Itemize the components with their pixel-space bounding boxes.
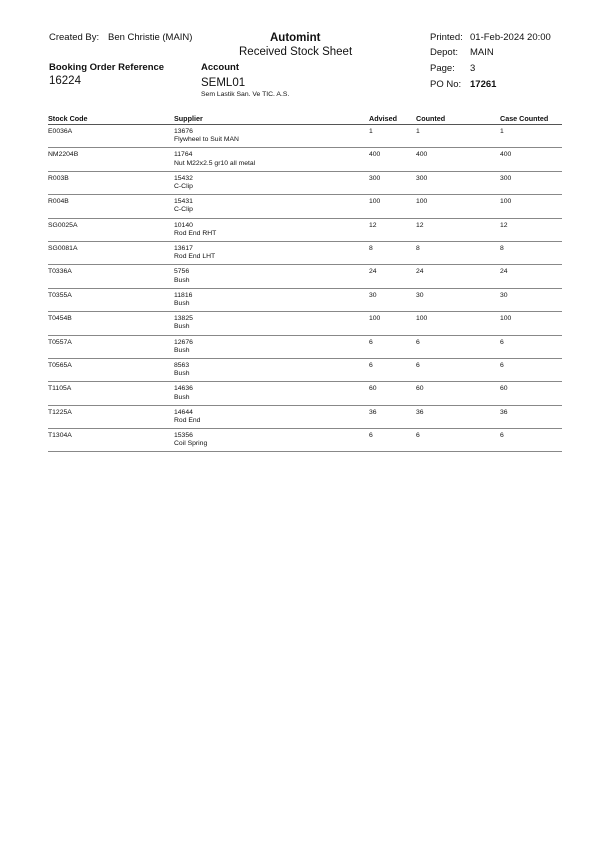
page-number: 3 <box>470 63 476 74</box>
table-row <box>48 148 562 171</box>
supplier-code: 12676 <box>174 338 193 346</box>
stock-code-cell: T1105A <box>48 382 174 405</box>
stock-code-cell: SG0081A <box>48 241 174 264</box>
po-label: PO No: <box>430 79 462 90</box>
supplier-code: 15356 <box>174 432 193 440</box>
page-label: Page: <box>430 63 455 74</box>
booking-ref-label: Booking Order Reference <box>49 62 165 73</box>
page-subtitle: Received Stock Sheet <box>239 46 353 58</box>
supplier-code: 15432 <box>174 174 193 182</box>
table-row <box>48 241 562 264</box>
item-description: Bush <box>174 323 190 331</box>
advised-cell: 1 <box>369 125 416 148</box>
booking-ref-value: 16224 <box>49 75 81 87</box>
stock-code-cell: T0454B <box>48 312 174 335</box>
column-header-stock-code: Stock Code <box>48 113 174 125</box>
item-description: Flywheel to Suit MAN <box>174 136 239 144</box>
advised-cell: 100 <box>369 312 416 335</box>
supplier-cell <box>174 358 369 381</box>
counted-cell: 100 <box>416 195 500 218</box>
stock-code-cell: T1225A <box>48 405 174 428</box>
supplier-code: 5756 <box>174 268 190 276</box>
column-header-counted: Counted <box>416 113 500 125</box>
supplier-code: 13676 <box>174 128 193 135</box>
supplier-cell <box>174 312 369 335</box>
supplier-code: 15431 <box>174 198 193 206</box>
stock-code-cell: E0036A <box>48 125 174 148</box>
advised-cell: 12 <box>369 218 416 241</box>
item-description: Bush <box>174 276 190 284</box>
column-header-advised: Advised <box>369 113 416 125</box>
printed-label: Printed: <box>430 32 463 43</box>
table-row <box>48 382 562 405</box>
case-counted-cell: 36 <box>500 405 562 428</box>
case-counted-cell: 8 <box>500 241 562 264</box>
counted-cell: 12 <box>416 218 500 241</box>
stock-code-cell: T1304A <box>48 429 174 452</box>
table-row <box>48 171 562 194</box>
account-label: Account <box>201 62 239 73</box>
advised-cell: 6 <box>369 429 416 452</box>
supplier-code: 11816 <box>174 291 193 299</box>
supplier-cell <box>174 265 369 288</box>
item-description: Bush <box>174 393 190 401</box>
case-counted-cell: 400 <box>500 148 562 171</box>
supplier-code: 13825 <box>174 315 193 323</box>
supplier-cell <box>174 218 369 241</box>
counted-cell: 8 <box>416 241 500 264</box>
supplier-cell <box>174 405 369 428</box>
supplier-cell <box>174 195 369 218</box>
advised-cell: 36 <box>369 405 416 428</box>
item-description: C-Clip <box>174 182 193 190</box>
advised-cell: 60 <box>369 382 416 405</box>
case-counted-cell: 100 <box>500 312 562 335</box>
advised-cell: 100 <box>369 195 416 218</box>
item-description: C-Clip <box>174 206 193 214</box>
supplier-code: 11764 <box>174 151 193 159</box>
stock-code-cell: T0355A <box>48 288 174 311</box>
stock-code-cell: R004B <box>48 195 174 218</box>
case-counted-cell: 6 <box>500 335 562 358</box>
item-description: Bush <box>174 299 190 307</box>
case-counted-cell: 100 <box>500 195 562 218</box>
case-counted-cell: 30 <box>500 288 562 311</box>
table-row <box>48 405 562 428</box>
column-header-case-counted: Case Counted <box>500 113 562 125</box>
stock-code-cell: T0336A <box>48 265 174 288</box>
supplier-code: 14636 <box>174 385 193 393</box>
depot-label: Depot: <box>430 47 458 58</box>
case-counted-cell: 300 <box>500 171 562 194</box>
counted-cell: 36 <box>416 405 500 428</box>
po-number: 17261 <box>470 79 497 90</box>
item-description: Coil Spring <box>174 440 208 448</box>
supplier-code: 10140 <box>174 221 193 229</box>
supplier-cell <box>174 171 369 194</box>
table-row <box>48 429 562 452</box>
advised-cell: 30 <box>369 288 416 311</box>
case-counted-cell: 24 <box>500 265 562 288</box>
created-by-value: Ben Christie (MAIN) <box>108 32 193 43</box>
case-counted-cell: 6 <box>500 429 562 452</box>
supplier-cell <box>174 429 369 452</box>
counted-cell: 100 <box>416 312 500 335</box>
supplier-cell <box>174 125 369 148</box>
supplier-code: 13617 <box>174 244 193 252</box>
counted-cell: 6 <box>416 429 500 452</box>
table-row <box>48 335 562 358</box>
table-row <box>48 288 562 311</box>
supplier-code: 14644 <box>174 408 193 416</box>
case-counted-cell: 60 <box>500 382 562 405</box>
table-row <box>48 125 562 148</box>
item-description: Rod End <box>174 416 201 424</box>
stock-code-cell: SG0025A <box>48 218 174 241</box>
supplier-cell <box>174 288 369 311</box>
case-counted-cell: 6 <box>500 358 562 381</box>
counted-cell: 24 <box>416 265 500 288</box>
table-header-row <box>48 113 562 125</box>
item-description: Rod End LHT <box>174 253 216 261</box>
advised-cell: 6 <box>369 335 416 358</box>
supplier-code: 8563 <box>174 361 190 369</box>
table-row <box>48 265 562 288</box>
item-description: Bush <box>174 370 190 378</box>
table-row <box>48 358 562 381</box>
table-row <box>48 218 562 241</box>
counted-cell: 60 <box>416 382 500 405</box>
printed-value: 01-Feb-2024 20:00 <box>470 32 551 43</box>
stock-code-cell: T0557A <box>48 335 174 358</box>
received-stock-table <box>48 113 562 452</box>
supplier-cell <box>174 148 369 171</box>
advised-cell: 6 <box>369 358 416 381</box>
advised-cell: 8 <box>369 241 416 264</box>
counted-cell: 300 <box>416 171 500 194</box>
table-row <box>48 195 562 218</box>
counted-cell: 400 <box>416 148 500 171</box>
created-by-label: Created By: <box>49 32 100 43</box>
counted-cell: 6 <box>416 335 500 358</box>
case-counted-cell: 1 <box>500 125 562 148</box>
stock-code-cell: NM2204B <box>48 148 174 171</box>
depot-value: MAIN <box>470 47 494 58</box>
counted-cell: 30 <box>416 288 500 311</box>
case-counted-cell: 12 <box>500 218 562 241</box>
advised-cell: 400 <box>369 148 416 171</box>
stock-code-cell: T0565A <box>48 358 174 381</box>
item-description: Nut M22x2.5 gr10 all metal <box>174 159 256 167</box>
table-row <box>48 312 562 335</box>
supplier-cell <box>174 335 369 358</box>
counted-cell: 1 <box>416 125 500 148</box>
stock-code-cell: R003B <box>48 171 174 194</box>
advised-cell: 24 <box>369 265 416 288</box>
item-description: Rod End RHT <box>174 229 217 237</box>
account-name: Sem Lastik San. Ve TIC. A.S. <box>201 91 290 98</box>
column-header-supplier: Supplier <box>174 113 369 125</box>
page-title: Automint <box>270 32 321 44</box>
account-code: SEML01 <box>201 77 246 89</box>
advised-cell: 300 <box>369 171 416 194</box>
supplier-cell <box>174 382 369 405</box>
item-description: Bush <box>174 346 190 354</box>
supplier-cell <box>174 241 369 264</box>
counted-cell: 6 <box>416 358 500 381</box>
